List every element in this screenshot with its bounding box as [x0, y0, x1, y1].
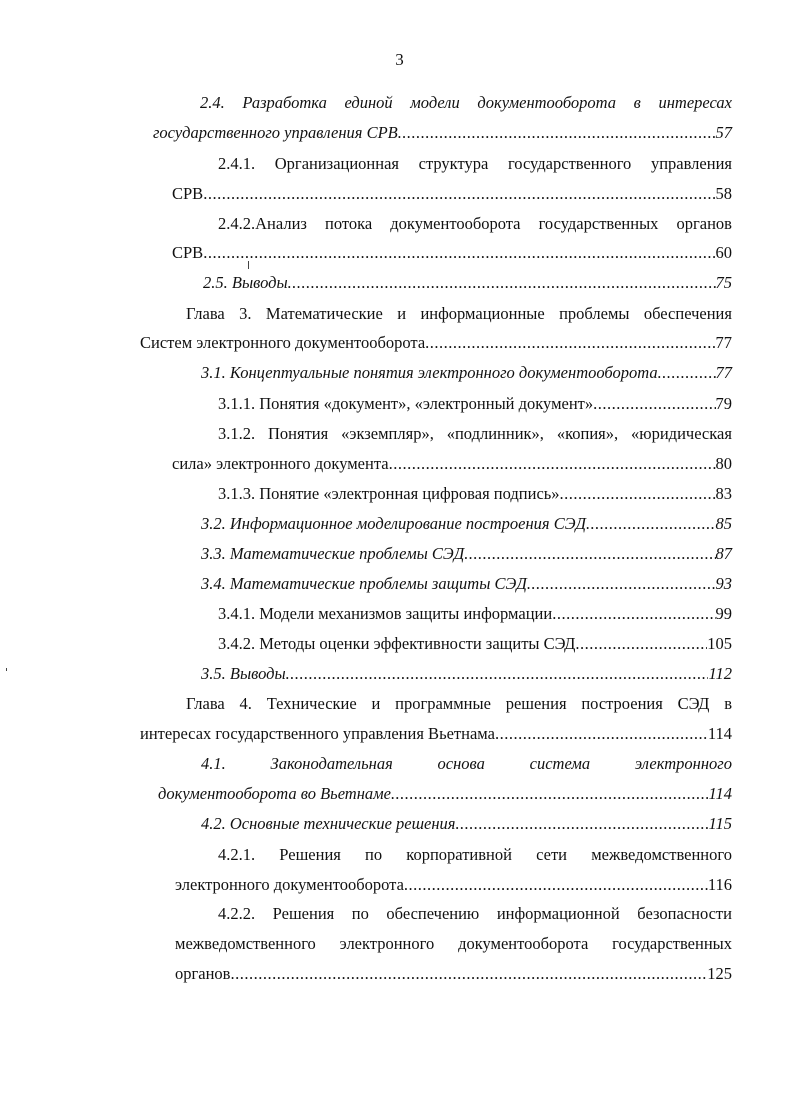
- toc-entry-3-1-2-line2[interactable]: сила» электронного документа ..... 80: [172, 452, 732, 476]
- page-ref: 83: [715, 484, 732, 503]
- page-ref: 112: [708, 664, 732, 683]
- page-ref: 57: [715, 123, 732, 142]
- toc-entry-3-1-1[interactable]: 3.1.1. Понятия «документ», «электронный документ» ..... 79: [218, 392, 732, 416]
- toc-entry-3-2[interactable]: 3.2. Информационное моделирование построения СЭД ..... 85: [201, 512, 732, 536]
- toc-entry-2-4-line1: 2.4. Разработка единой модели документооборота в интересах: [200, 93, 732, 112]
- scan-mark: [248, 261, 249, 269]
- toc-chapter-3-line2[interactable]: Систем электронного документооборота ..... 77: [140, 331, 732, 355]
- page-ref: 93: [715, 574, 732, 593]
- page-ref: 114: [707, 724, 732, 743]
- toc-entry-4-2[interactable]: 4.2. Основные технические решения ..... 115: [201, 812, 732, 836]
- toc-entry-4-2-1-line1: 4.2.1. Решения по корпоративной сети межведомственного: [218, 845, 732, 864]
- toc-entry-4-2-2-line3[interactable]: органов ..... 125: [175, 962, 732, 986]
- toc-entry-3-4[interactable]: 3.4. Математические проблемы защиты СЭД ..... 93: [201, 572, 732, 596]
- toc-entry-3-1-2-line1: 3.1.2. Понятия «экземпляр», «подлинник», «копия», «юридическая: [218, 424, 732, 443]
- toc-entry-2-4-2-line1: 2.4.2.Анализ потока документооборота государственных органов: [218, 214, 732, 233]
- toc-entry-4-2-1-line2[interactable]: электронного документооборота ..... 116: [175, 873, 732, 897]
- toc-entry-4-1-line2[interactable]: документооборота во Вьетнаме ..... 114: [158, 782, 732, 806]
- toc-entry-2-4-2-line2[interactable]: СРВ ..... 60: [172, 241, 732, 265]
- page-ref: 79: [715, 394, 732, 413]
- toc-entry-2-4-1-line2[interactable]: СРВ ..... 58: [172, 182, 732, 206]
- page-ref: 125: [707, 964, 732, 983]
- toc-entry-3-1[interactable]: 3.1. Концептуальные понятия электронного документооборота ..... 77: [201, 361, 732, 385]
- toc-chapter-3-line1: Глава 3. Математические и информационные проблемы обеспечения: [186, 304, 732, 323]
- page-ref: 58: [715, 184, 732, 203]
- page-ref: 75: [715, 273, 732, 292]
- toc-entry-2-4-1-line1: 2.4.1. Организационная структура государственного управления: [218, 154, 732, 173]
- page-ref: 80: [715, 454, 732, 473]
- toc-chapter-4-line2[interactable]: интересах государственного управления Вьетнама ..... 114: [140, 722, 732, 746]
- page-ref: 115: [708, 814, 732, 833]
- toc-entry-4-1-line1: 4.1. Законодательная основа система электронного: [201, 754, 732, 773]
- page-ref: 60: [715, 243, 732, 262]
- page-ref: 99: [715, 604, 732, 623]
- toc-entry-3-5[interactable]: 3.5. Выводы ..... 112: [201, 662, 732, 686]
- page-ref: 85: [715, 514, 732, 533]
- toc-chapter-4-line1: Глава 4. Технические и программные решения построения СЭД в: [186, 694, 732, 713]
- page-ref: 77: [715, 333, 732, 352]
- toc-entry-3-4-1[interactable]: 3.4.1. Модели механизмов защиты информации ..... 99: [218, 602, 732, 626]
- toc-entry-4-2-2-line1: 4.2.2. Решения по обеспечению информационной безопасности: [218, 904, 732, 923]
- page-number: 3: [395, 50, 404, 69]
- toc-entry-2-4-line2[interactable]: государственного управления СРВ ..... 57: [153, 121, 732, 145]
- scan-mark: [6, 668, 7, 671]
- page-ref: 114: [708, 784, 732, 803]
- page-ref: 87: [715, 544, 732, 563]
- page-ref: 116: [707, 875, 732, 894]
- toc-entry-3-4-2[interactable]: 3.4.2. Методы оценки эффективности защиты СЭД ..... 105: [218, 632, 732, 656]
- toc-entry-3-1-3[interactable]: 3.1.3. Понятие «электронная цифровая подпись» ..... 83: [218, 482, 732, 506]
- page-ref: 77: [715, 363, 732, 382]
- toc-entry-2-5[interactable]: 2.5. Выводы ..... 75: [203, 271, 732, 295]
- toc-entry-3-3[interactable]: 3.3. Математические проблемы СЭД ..... 87: [201, 542, 732, 566]
- toc-entry-4-2-2-line2: межведомственного электронного документооборота государственных: [175, 934, 732, 953]
- page-ref: 105: [707, 634, 732, 653]
